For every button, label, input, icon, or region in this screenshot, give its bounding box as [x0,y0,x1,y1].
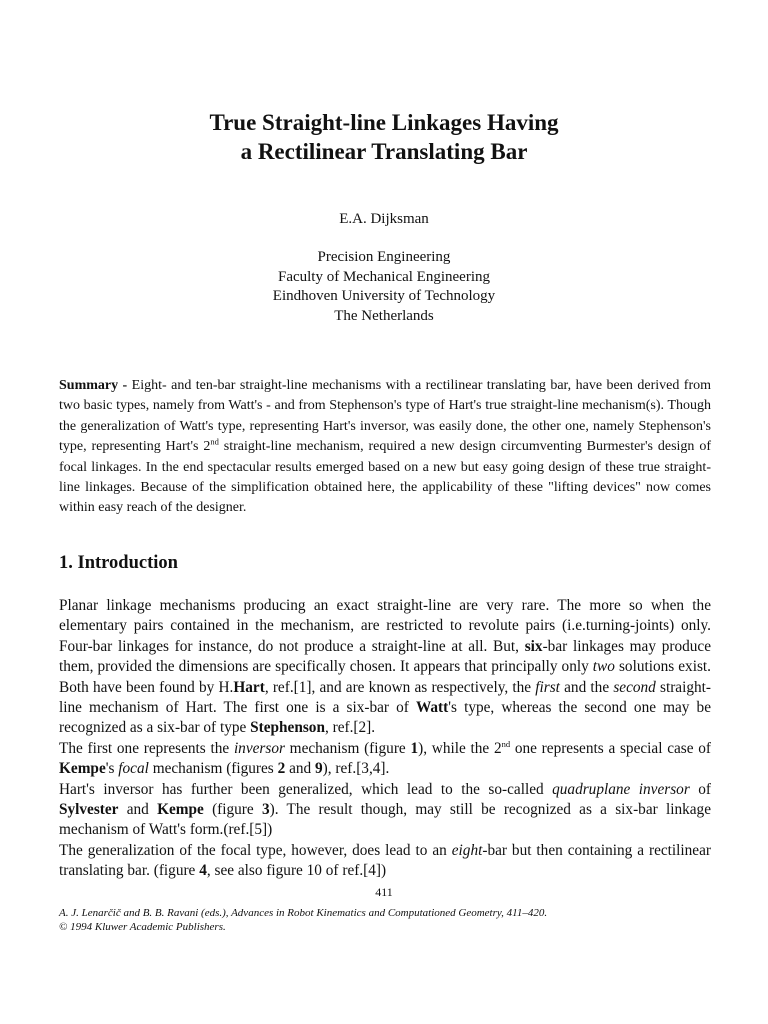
author: E.A. Dijksman [339,211,429,227]
summary-label: Summary - [59,378,128,393]
footer-line-2: © 1994 Kluwer Academic Publishers. [59,921,226,933]
introduction-body [59,596,711,882]
affiliation [0,248,768,326]
affiliation-line-1: Precision Engineering [317,249,451,265]
title-line-1: True Straight-line Linkages Having [209,110,559,135]
summary [59,376,711,519]
affiliation-line-4: The Netherlands [334,307,434,324]
superscript: nd [501,738,511,749]
paragraph: The generalization of the focal type, however, does lead to an eight-bar but then containing a rectilinear translating bar. (figure 4, see also figure 10 of ref.[4]) [59,841,711,880]
superscript: nd [210,436,219,447]
paragraph: Planar linkage mechanisms producing an exact straight-line are very rare. The more so when the elementary pairs contained in the mechanism, are restricted to revolute pairs (i.e.turning-joints) only. Four-bar linkages for instance, do not produce a straight-line at all. But, six-bar linkages may produce them, provided the dimensions are specifically chosen. It appears that principally only two solutions exist. Both have been found by H.Hart, ref.[1], and are known as respectively, the first and the second straight-line mechanism of Hart. The first one is a six-bar of Watt's type, whereas the second one may be recognized as a six-bar of type Stephenson, ref.[2]. [59,597,711,737]
paragraph: The first one represents the inversor mechanism (figure 1), while the 2nd one represents a special case of Kempe's focal mechanism (figures 2 and 9), ref.[3,4]. [59,738,711,778]
page-number: 411 [375,885,393,899]
summary-text: Eight- and ten-bar straight-line mechanisms with a rectilinear translating bar, have been derived from two basic types, namely from Watt's - and from Stephenson's type of Hart's true straight-line mechanism(s). Though the generalization of Watt's type, representing Hart's inversor, was easily done, the other one, namely Stephenson's type, representing Hart's 2 [59,378,711,455]
summary-text: straight-line mechanism, required a new design circumventing Burmester's design of focal linkages. In the end spectacular results emerged based on a new but easy going design of these true straight-line linkages. Because of the simplification obtained here, the applicability of these "lifting devices" now comes within easy reach of the designer. [59,439,711,516]
affiliation-line-2: Faculty of Mechanical Engineering [277,268,490,285]
section-heading: 1. Introduction [59,553,178,573]
footer-citation [59,906,739,934]
footer-line-1: A. J. Lenarčič and B. B. Ravani (eds.), Advances in Robot Kinematics and Computationed Geometry, 411–420. [59,907,548,919]
affiliation-line-3: Eindhoven University of Technology [272,288,496,304]
title-line-2: a Rectilinear Translating Bar [240,139,528,164]
paper-title [0,108,768,166]
paragraph: Hart's inversor has further been generalized, which lead to the so-called quadruplane inversor of Sylvester and Kempe (figure 3). The result though, may still be recognized as a six-bar linkage mechanism of Watt's form.(ref.[5]) [59,780,712,839]
